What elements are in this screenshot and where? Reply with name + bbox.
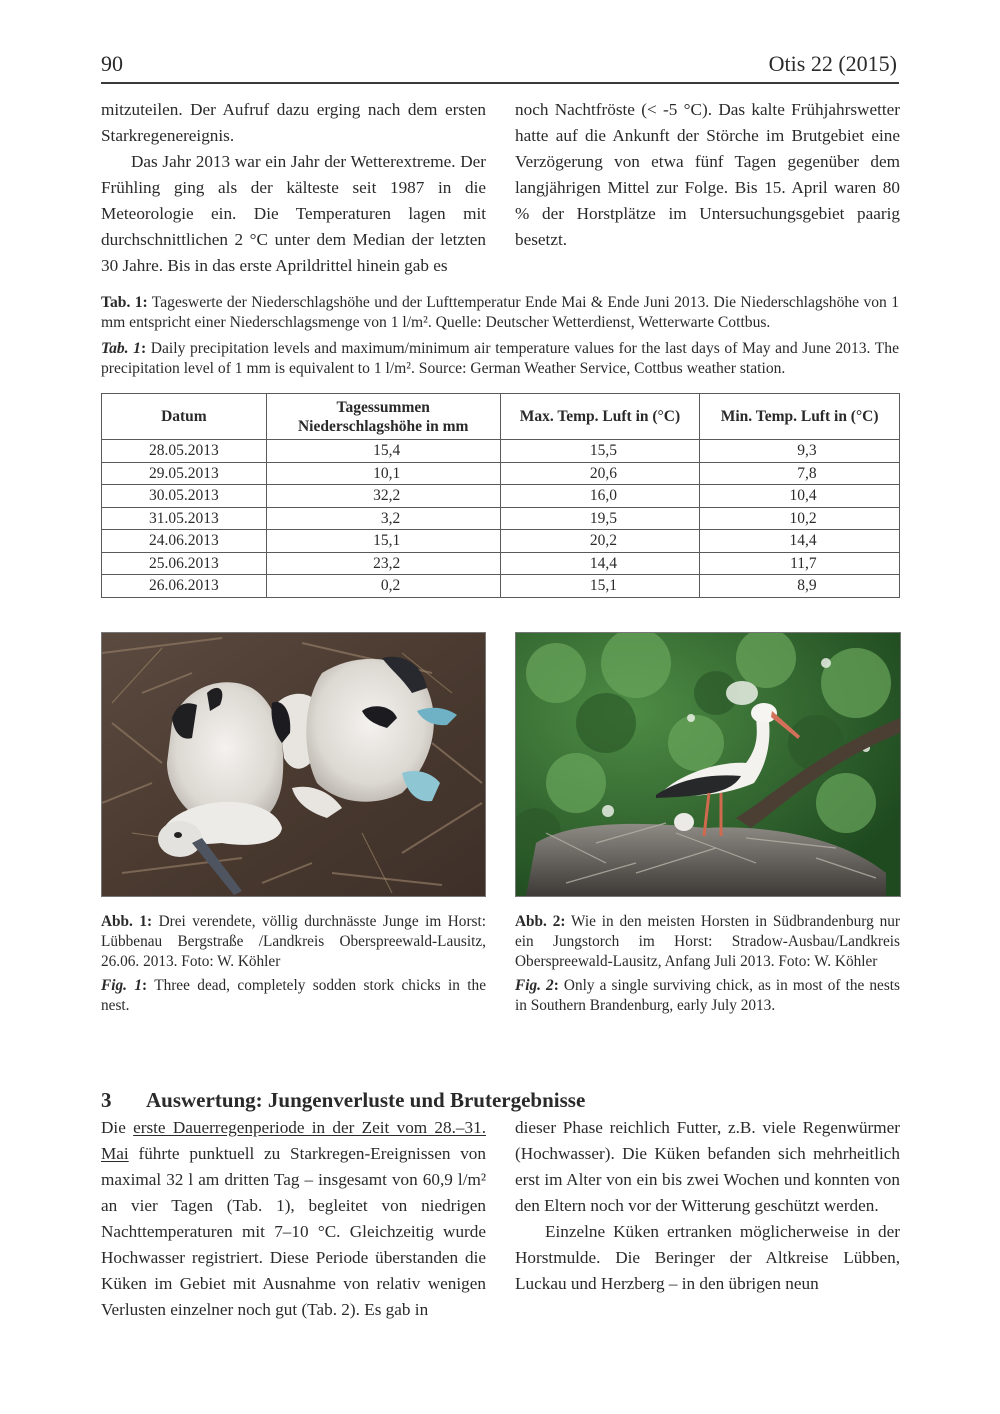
figure-1-caption — [101, 912, 486, 1016]
body-text-right-top — [515, 97, 900, 253]
column-header-max-temp: Max. Temp. Luft in (°C) — [500, 394, 700, 440]
cell-min-temp: 11,7 — [700, 552, 900, 575]
cell-max-temp: 16,0 — [500, 485, 700, 508]
figure-caption-english: Fig. 1: Three dead, completely sodden stork chicks in the nest. — [101, 977, 486, 1014]
cell-min-temp: 9,3 — [700, 440, 900, 463]
table-caption — [101, 293, 899, 379]
cell-precip: 0,2 — [266, 575, 500, 598]
table-row — [102, 462, 900, 485]
weather-table — [101, 393, 900, 598]
table-row — [102, 440, 900, 463]
caption-label: Abb. 2: — [515, 913, 566, 930]
photo-dead-chicks-image — [102, 633, 485, 896]
paragraph: dieser Phase reichlich Futter, z.B. viele Regenwürmer (Hochwasser). Die Küken befanden sich mehrheitlich erst im Alter von ein bis zwei Wochen und konnten von den Eltern noch vor der Witterung geschützt werden. — [515, 1118, 900, 1215]
journal-citation: Otis 22 (2015) — [768, 51, 897, 76]
caption-label: Tab. 1: — [101, 294, 148, 311]
table-caption-german: Tab. 1: Tageswerte der Niederschlagshöhe und der Lufttemperatur Ende Mai & Ende Juni 2013. Die Niederschlagshöhe von 1 mm entspricht einer Niederschlagsmenge von 1 l/m². Quelle: Deutscher Wetterdienst, Wetterwarte Cottbus. — [101, 294, 899, 331]
cell-precip: 32,2 — [266, 485, 500, 508]
table-caption-english: Tab. 1: Daily precipitation levels and maximum/minimum air temperature values for the last days of May and June 2013. The precipitation level of 1 mm is equivalent to 1 l/m². Source: German Weather Service, Cottbus weather station. — [101, 340, 899, 377]
column-header-min-temp: Min. Temp. Luft in (°C) — [700, 394, 900, 440]
table-row — [102, 507, 900, 530]
cell-max-temp: 14,4 — [500, 552, 700, 575]
table-row — [102, 485, 900, 508]
section-number: 3 — [101, 1088, 112, 1113]
body-text-right-bottom — [515, 1115, 900, 1297]
cell-precip: 10,1 — [266, 462, 500, 485]
table-row — [102, 552, 900, 575]
cell-max-temp: 19,5 — [500, 507, 700, 530]
cell-date: 24.06.2013 — [102, 530, 267, 553]
caption-label: Abb. 1: — [101, 913, 153, 930]
cell-date: 30.05.2013 — [102, 485, 267, 508]
paragraph: Die erste Dauerregenperiode in der Zeit vom 28.–31. Mai führte punktuell zu Starkregen-Ereignissen von maximal 32 l am dritten Tag – insgesamt von 60,9 l/m² an vier Tagen (Tab. 1), begleitet von niedrigen Nachttemperaturen mit 7–10 °C. Gleichzeitig wurde Hochwasser registriert. Diese Periode überstanden die Küken im Gebiet mit Ausnahme von relativ wenigen Verlusten einzelner noch gut (Tab. 2). Es gab in — [101, 1118, 486, 1319]
section-title: Auswertung: Jungenverluste und Brutergebnisse — [146, 1088, 586, 1113]
table-header-row — [102, 394, 900, 440]
cell-precip: 15,1 — [266, 530, 500, 553]
cell-date: 29.05.2013 — [102, 462, 267, 485]
figure-caption-german: Abb. 2: Wie in den meisten Horsten in Südbrandenburg nur ein Jungstorch im Horst: Stradow-Ausbau/Landkreis Oberspreewald-Lausitz, Anfang Juli 2013. Foto: W. Köhler — [515, 913, 900, 970]
paragraph: Das Jahr 2013 war ein Jahr der Wetterextreme. Der Frühling ging als der kälteste seit 1987 in die Meteorologie ein. Die Temperaturen lagen mit durchschnittlichen 2 °C unter dem Median der letzten 30 Jahre. Bis in das erste Aprildrittel hinein gab es — [101, 152, 486, 275]
paragraph: noch Nachtfröste (< -5 °C). Das kalte Frühjahrswetter hatte auf die Ankunft der Störche im Brutgebiet eine Verzögerung von etwa fünf Tagen gegenüber dem langjährigen Mittel zur Folge. Bis 15. April waren 80 % der Horstplätze im Untersuchungsgebiet paarig besetzt. — [515, 100, 900, 249]
cell-precip: 23,2 — [266, 552, 500, 575]
column-header-date: Datum — [102, 394, 267, 440]
body-text-left-top — [101, 97, 486, 279]
column-header-precipitation: Tagessummen Niederschlagshöhe in mm — [266, 394, 500, 440]
cell-min-temp: 10,2 — [700, 507, 900, 530]
cell-date: 28.05.2013 — [102, 440, 267, 463]
caption-label: Tab. 1 — [101, 340, 141, 357]
cell-date: 25.06.2013 — [102, 552, 267, 575]
photo-stork-nest-image — [516, 633, 900, 896]
section-heading — [101, 1085, 901, 1115]
cell-min-temp: 10,4 — [700, 485, 900, 508]
cell-max-temp: 15,1 — [500, 575, 700, 598]
paragraph: Einzelne Küken ertranken möglicherweise in der Horstmulde. Die Beringer der Altkreise Lübben, Luckau und Herzberg – in den übrigen neun — [515, 1222, 900, 1293]
cell-max-temp: 20,2 — [500, 530, 700, 553]
cell-min-temp: 8,9 — [700, 575, 900, 598]
figure-2-caption — [515, 912, 900, 1016]
running-header — [101, 50, 899, 84]
table-row — [102, 530, 900, 553]
cell-date: 26.06.2013 — [102, 575, 267, 598]
figure-caption-german: Abb. 1: Drei verendete, völlig durchnässte Junge im Horst: Lübbenau Bergstraße /Landkreis Oberspreewald-Lausitz, 26.06. 2013. Foto: W. Köhler — [101, 913, 486, 970]
paragraph: mitzuteilen. Der Aufruf dazu erging nach dem ersten Starkregenereignis. — [101, 100, 486, 145]
photo-stork-nest — [515, 632, 901, 897]
photo-dead-chicks — [101, 632, 486, 897]
caption-label: Fig. 1 — [101, 977, 142, 994]
cell-max-temp: 15,5 — [500, 440, 700, 463]
cell-date: 31.05.2013 — [102, 507, 267, 530]
page-number: 90 — [101, 51, 123, 76]
caption-label: Fig. 2 — [515, 977, 554, 994]
cell-max-temp: 20,6 — [500, 462, 700, 485]
underlined-phrase: erste Dauerregenperiode in der Zeit vom 28.–31. Mai — [101, 1118, 486, 1163]
table-row — [102, 575, 900, 598]
figure-caption-english: Fig. 2: Only a single surviving chick, as in most of the nests in Southern Brandenburg, early July 2013. — [515, 977, 900, 1014]
cell-precip: 3,2 — [266, 507, 500, 530]
cell-min-temp: 14,4 — [700, 530, 900, 553]
cell-precip: 15,4 — [266, 440, 500, 463]
body-text-left-bottom — [101, 1115, 486, 1323]
cell-min-temp: 7,8 — [700, 462, 900, 485]
